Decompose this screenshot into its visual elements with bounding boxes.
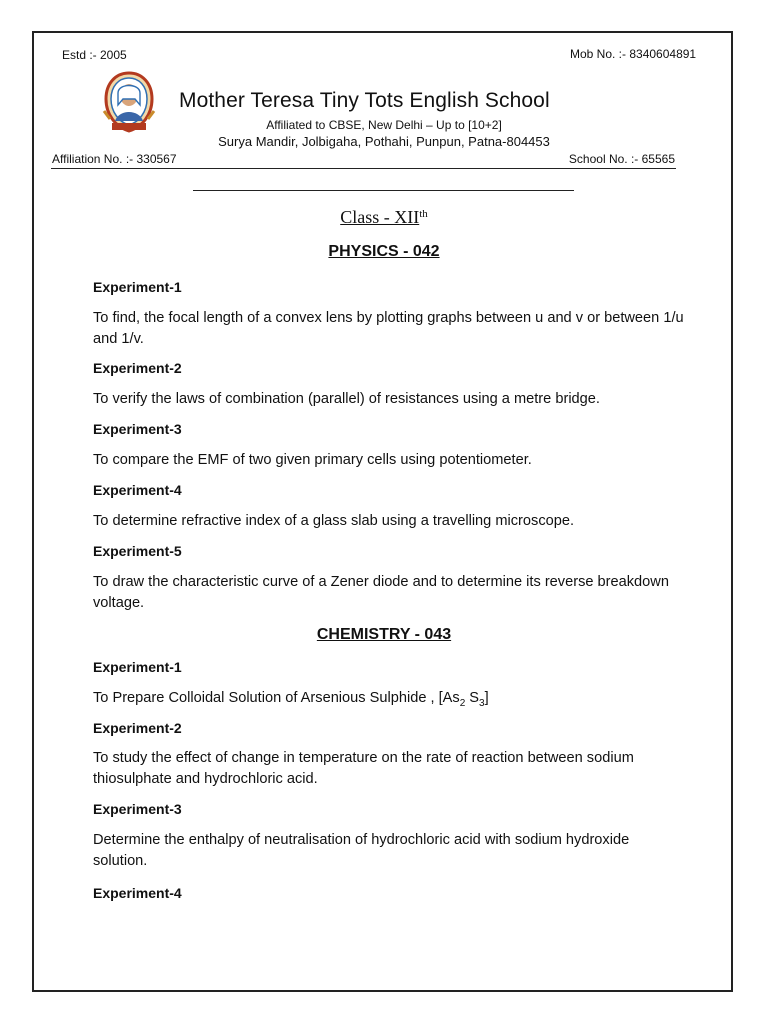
- physics-exp-3-head: Experiment-3: [93, 421, 182, 437]
- physics-exp-2-head: Experiment-2: [93, 360, 182, 376]
- physics-exp-1-text: To find, the focal length of a convex lens by plotting graphs between u and v or between 1/u and 1/v.: [93, 310, 684, 347]
- chemistry-exp-1-text-post: ]: [484, 690, 489, 706]
- chemistry-exp-3-text: Determine the enthalpy of neutralisation of hydrochloric acid with sodium hydroxide solution.: [93, 832, 630, 869]
- chemistry-exp-1-text-mid: S: [465, 690, 480, 706]
- chemistry-exp-1-text: [93, 688, 693, 714]
- physics-exp-1-head: Experiment-1: [93, 279, 182, 295]
- chemistry-exp-4-head: Experiment-4: [93, 885, 182, 901]
- physics-exp-4-text: To determine refractive index of a glass slab using a travelling microscope.: [93, 513, 575, 529]
- class-title-main: Class - XII: [340, 207, 420, 227]
- class-title-sup: th: [419, 208, 428, 220]
- chemistry-exp-1-sub-1: 2: [459, 697, 466, 709]
- chemistry-title: CHEMISTRY - 043: [316, 626, 452, 643]
- physics-exp-3-text: To compare the EMF of two given primary cells using potentiometer.: [93, 452, 532, 468]
- physics-exp-5-text: To draw the characteristic curve of a Zener diode and to determine its reverse breakdown voltage.: [93, 574, 669, 611]
- chemistry-exp-1-sub-2: 3: [479, 697, 485, 709]
- chemistry-exp-1-head: Experiment-1: [93, 659, 182, 675]
- physics-exp-2-text: To verify the laws of combination (parallel) of resistances using a metre bridge.: [93, 391, 600, 407]
- affiliation-line: Affiliated to CBSE, New Delhi – Up to [10+2]: [266, 118, 502, 132]
- chemistry-exp-2-head: Experiment-2: [93, 720, 182, 736]
- class-title: [0, 207, 768, 228]
- header-divider: [193, 190, 574, 191]
- affiliation-row: [51, 152, 676, 169]
- chemistry-exp-3-head: Experiment-3: [93, 801, 182, 817]
- estd-text: Estd :- 2005: [62, 48, 127, 62]
- affiliation-number: Affiliation No. :- 330567: [52, 152, 177, 166]
- physics-title: PHYSICS - 042: [328, 243, 440, 260]
- physics-exp-4-head: Experiment-4: [93, 482, 182, 498]
- school-address: Surya Mandir, Jolbigaha, Pothahi, Punpun, Patna-804453: [218, 134, 550, 149]
- chemistry-exp-1-text-pre: To Prepare Colloidal Solution of Arsenious Sulphide , [As: [93, 690, 460, 706]
- chemistry-exp-2-text: To study the effect of change in temperature on the rate of reaction between sodium thiosulphate and hydrochloric acid.: [93, 750, 634, 787]
- physics-exp-5-head: Experiment-5: [93, 543, 182, 559]
- mobile-number: Mob No. :- 8340604891: [570, 47, 697, 61]
- school-number: School No. :- 65565: [568, 152, 675, 166]
- school-name: Mother Teresa Tiny Tots English School: [179, 89, 550, 112]
